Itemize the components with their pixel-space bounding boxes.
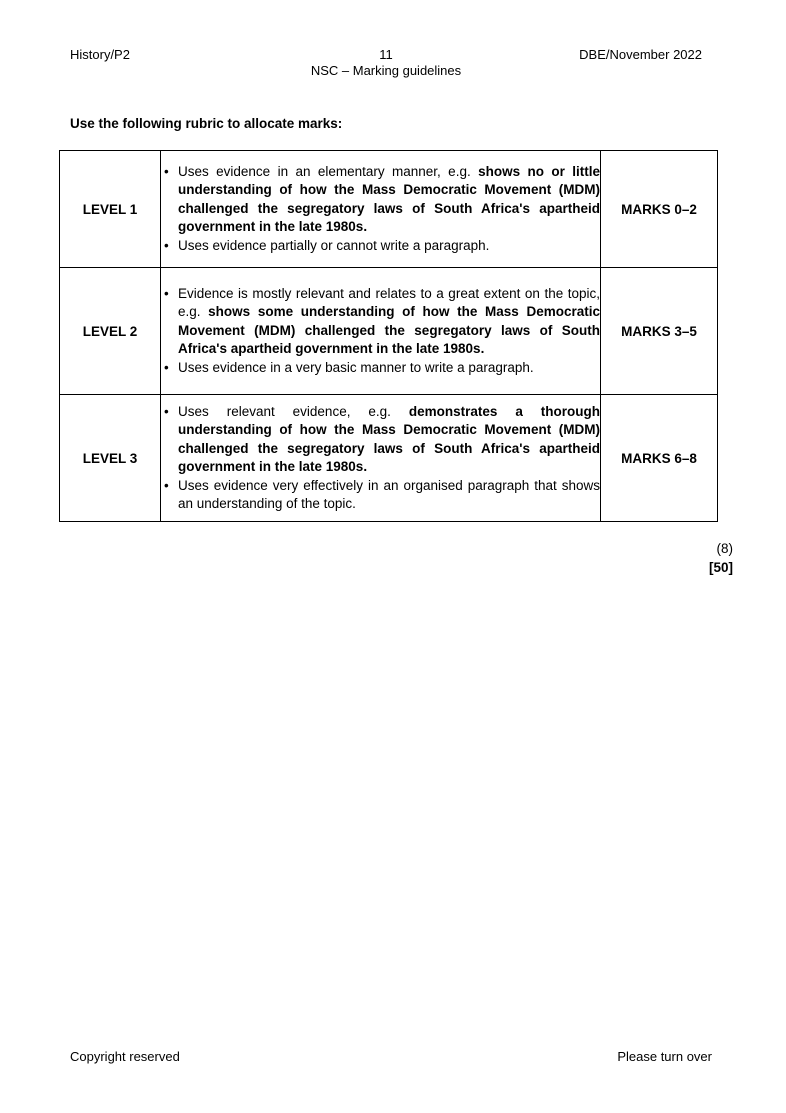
rubric-row-level-3 bbox=[60, 395, 718, 522]
criteria-bullet bbox=[161, 359, 600, 378]
level-2-label: LEVEL 2 bbox=[60, 268, 161, 395]
level-2-marks: MARKS 3–5 bbox=[601, 268, 718, 395]
bullet-text-bold: shows some understanding of how the Mass Democratic Movement (MDM) challenged the segregatory laws of South Africa's apartheid government in the late 1980s. bbox=[178, 304, 600, 357]
page-header bbox=[70, 47, 702, 79]
criteria-list bbox=[161, 285, 600, 378]
bullet-text-normal: Uses evidence in a very basic manner to write a paragraph. bbox=[178, 359, 534, 375]
rubric-instruction: Use the following rubric to allocate marks: bbox=[70, 116, 343, 131]
copyright-notice: Copyright reserved bbox=[70, 1049, 180, 1064]
marks-totals bbox=[709, 540, 733, 577]
question-mark-allocation: (8) bbox=[716, 541, 733, 556]
rubric-table bbox=[59, 150, 718, 522]
level-3-marks: MARKS 6–8 bbox=[601, 395, 718, 522]
bullet-text-normal: Uses evidence in an elementary manner, e.g. bbox=[178, 163, 479, 179]
criteria-list bbox=[161, 403, 600, 514]
header-paper-title: History/P2 bbox=[70, 47, 130, 62]
criteria-bullet bbox=[161, 237, 600, 256]
page-footer bbox=[70, 1049, 712, 1064]
criteria-bullet bbox=[161, 285, 600, 359]
level-3-criteria bbox=[161, 395, 601, 522]
bullet-text-normal: Uses evidence very effectively in an organised paragraph that shows an understanding of the topic. bbox=[178, 477, 600, 511]
criteria-bullet bbox=[161, 403, 600, 477]
bullet-text-bold: shows no or little understanding of how the Mass Democratic Movement (MDM) challenged the segregatory laws of South Africa's apartheid government in the late 1980s. bbox=[178, 163, 600, 235]
bullet-text-normal: Uses evidence partially or cannot write a paragraph. bbox=[178, 237, 490, 253]
header-exam-session: DBE/November 2022 bbox=[579, 47, 702, 62]
rubric-row-level-1 bbox=[60, 151, 718, 268]
rubric-row-level-2 bbox=[60, 268, 718, 395]
level-1-marks: MARKS 0–2 bbox=[601, 151, 718, 268]
level-1-label: LEVEL 1 bbox=[60, 151, 161, 268]
level-1-criteria bbox=[161, 151, 601, 268]
criteria-bullet bbox=[161, 477, 600, 514]
turn-over-notice: Please turn over bbox=[617, 1049, 712, 1064]
header-row bbox=[70, 47, 702, 63]
bullet-text-bold: demonstrates a thorough understanding of how the Mass Democratic Movement (MDM) challenged the segregatory laws of South Africa's apartheid government in the late 1980s. bbox=[178, 403, 600, 474]
bullet-text-normal: Uses relevant evidence, e.g. bbox=[178, 403, 409, 419]
section-total-marks: [50] bbox=[708, 559, 733, 575]
page-number: 11 bbox=[379, 47, 393, 62]
level-2-criteria bbox=[161, 268, 601, 395]
header-subtitle: NSC – Marking guidelines bbox=[310, 63, 462, 78]
level-3-label: LEVEL 3 bbox=[60, 395, 161, 522]
criteria-list bbox=[161, 163, 600, 256]
bullet-text-normal: Evidence is mostly relevant and relates to a great extent on the topic, e.g. bbox=[178, 285, 600, 320]
criteria-bullet bbox=[161, 163, 600, 237]
